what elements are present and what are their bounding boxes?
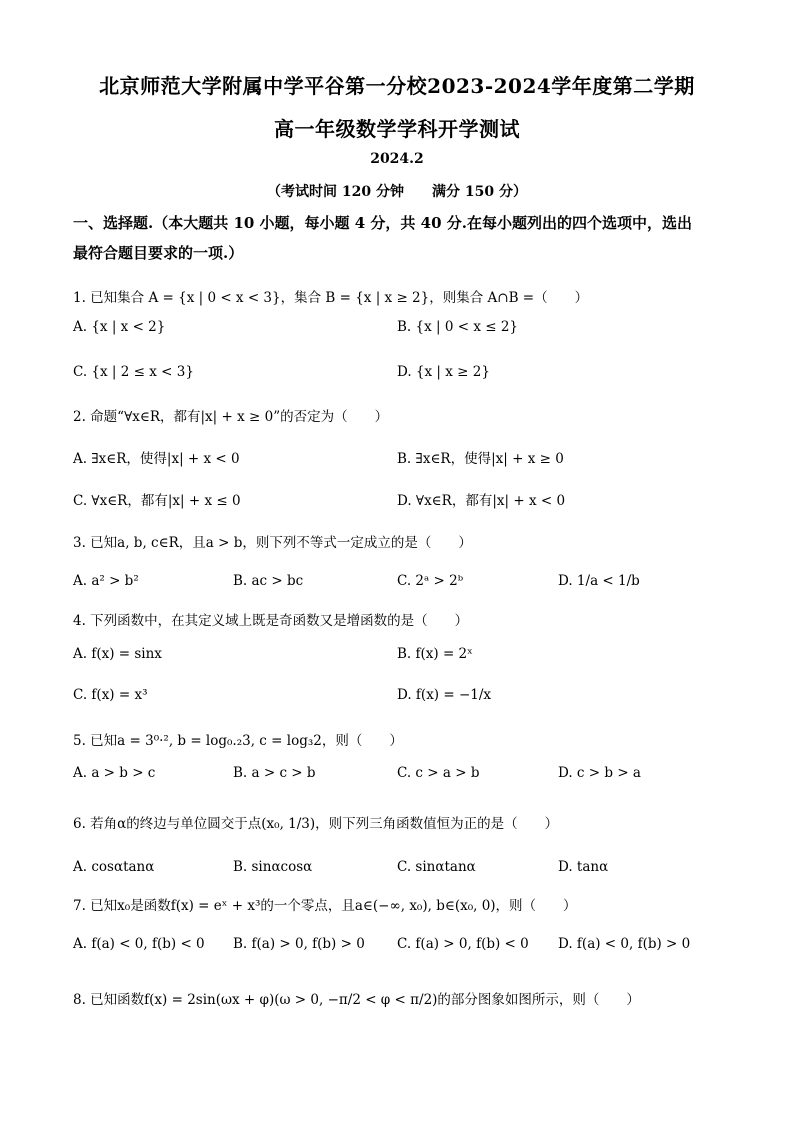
question-4-option-b: B. f(x) = 2ˣ [397, 646, 473, 662]
section-title [73, 208, 723, 268]
question-3-option-a: A. a² > b² [73, 573, 139, 589]
question-2-option-c: C. ∀x∈R，都有|x| + x ≤ 0 [73, 493, 241, 509]
question-6-stem: 6. 若角α的终边与单位圆交于点(x₀, 1/3)，则下列三角函数值恒为正的是（ ） [73, 816, 559, 832]
question-4-option-c: C. f(x) = x³ [73, 687, 148, 703]
question-2-stem: 2. 命题“∀x∈R，都有|x| + x ≥ 0”的否定为（ ） [73, 409, 389, 425]
question-7-option-c: C. f(a) > 0, f(b) < 0 [397, 936, 529, 952]
question-5-option-a: A. a > b > c [73, 765, 156, 781]
exam-title-line2: 高一年级数学学科开学测试 [274, 117, 520, 141]
exam-info: （考试时间 120 分钟 满分 150 分） [267, 184, 527, 200]
question-4-stem: 4. 下列函数中，在其定义域上既是奇函数又是增函数的是（ ） [73, 613, 469, 629]
question-7-option-b: B. f(a) > 0, f(b) > 0 [233, 936, 365, 952]
section-title-line1: 一、选择题.（本大题共 10 小题，每小题 4 分，共 40 分.在每小题列出的四个选项中，选出 [73, 214, 692, 232]
question-6-option-c: C. sinαtanα [397, 859, 476, 875]
question-3-option-d: D. 1/a < 1/b [558, 573, 640, 589]
question-1-option-c: C. {x | 2 ≤ x < 3} [73, 364, 194, 380]
question-2-option-d: D. ∀x∈R，都有|x| + x < 0 [397, 493, 566, 509]
question-6-option-d: D. tanα [558, 859, 609, 875]
question-1-stem: 1. 已知集合 A = {x | 0 < x < 3}，集合 B = {x | x ≥ 2}，则集合 A∩B =（ ） [73, 290, 589, 306]
question-4-option-a: A. f(x) = sinx [73, 646, 162, 662]
question-7-option-a: A. f(a) < 0, f(b) < 0 [73, 936, 205, 952]
question-6-option-b: B. sinαcosα [233, 859, 313, 875]
question-3-stem: 3. 已知a, b, c∈R，且a > b，则下列不等式一定成立的是（ ） [73, 535, 472, 551]
question-1-option-d: D. {x | x ≥ 2} [397, 364, 490, 380]
question-1-option-a: A. {x | x < 2} [73, 319, 166, 335]
question-5-option-d: D. c > b > a [558, 765, 641, 781]
question-4-option-d: D. f(x) = −1/x [397, 687, 492, 703]
question-3-option-b: B. ac > bc [233, 573, 304, 589]
question-5-option-c: C. c > a > b [397, 765, 480, 781]
exam-date: 2024.2 [370, 151, 424, 167]
question-5-option-b: B. a > c > b [233, 765, 316, 781]
exam-title-line1: 北京师范大学附属中学平谷第一分校2023-2024学年度第二学期 [99, 74, 695, 98]
question-8-stem: 8. 已知函数f(x) = 2sin(ωx + φ)(ω > 0, −π/2 < φ < π/2)的部分图象如图所示，则（ ） [73, 992, 640, 1008]
question-2-option-b: B. ∃x∈R，使得|x| + x ≥ 0 [397, 451, 564, 467]
question-1-option-b: B. {x | 0 < x ≤ 2} [397, 319, 519, 335]
question-7-stem: 7. 已知x₀是函数f(x) = eˣ + x³的一个零点，且a∈(−∞, x₀), b∈(x₀, 0)，则（ ） [73, 898, 577, 914]
question-3-option-c: C. 2ᵃ > 2ᵇ [397, 573, 464, 589]
question-2-option-a: A. ∃x∈R，使得|x| + x < 0 [73, 451, 240, 467]
question-7-option-d: D. f(a) < 0, f(b) > 0 [558, 936, 691, 952]
question-5-stem: 5. 已知a = 3⁰·², b = log₀.₂3, c = log₃2，则（ ） [73, 733, 403, 749]
section-title-line2: 最符合题目要求的一项.） [73, 244, 244, 262]
question-6-option-a: A. cosαtanα [73, 859, 155, 875]
